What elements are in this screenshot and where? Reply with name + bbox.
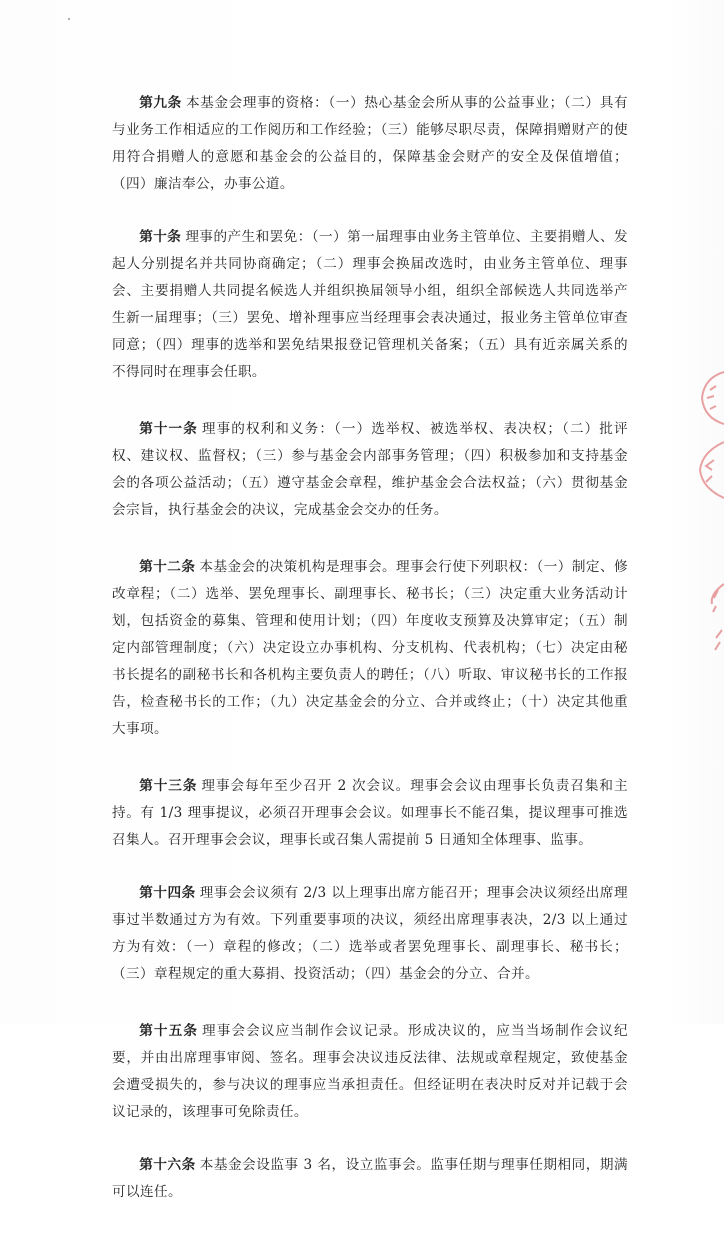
article-10 [112,224,628,386]
article-number: 第十五条 [139,1023,199,1039]
article-13 [112,773,628,854]
article-number: 第十二条 [139,559,196,575]
article-text: 理事的权利和义务：（一）选举权、被选举权、表决权；（二）批评权、建议权、监督权；（三）参与基金会内部事务管理；（四）积极参加和支持基金会的各项公益活动；（五）遵守基金会章程，维护基金会合法权益；（六）贯彻基金会宗旨，执行基金会的决议，完成基金会交办的任务。 [112,421,628,518]
article-number: 第十条 [139,229,182,245]
article-text: 本基金会的决策机构是理事会。理事会行使下列职权：（一）制定、修改章程；（二）选举、罢免理事长、副理事长、秘书长；（三）决定重大业务活动计划，包括资金的募集、管理和使用计划；（四）年度收支预算及决算审定；（五）制定内部管理制度；（六）决定设立办事机构、分支机构、代表机构；（七）决定由秘书长提名的副秘书长和各机构主要负责人的聘任；（八）听取、审议秘书长的工作报告，检查秘书长的工作；（九）决定基金会的分立、合并或终止；（十）决定其他重大事项。 [112,559,628,737]
seal-stamp-fragment [694,628,724,658]
article-number: 第十一条 [139,421,198,437]
article-text: 理事会每年至少召开 2 次会议。理事会会议由理事长负责召集和主持。有 1/3 理事提议，必须召开理事会会议。如理事长不能召集，提议理事可推选召集人。召开理事会会议，理事长或召集人需提前 5 日通知全体理事、监事。 [112,778,628,848]
article-number: 第十三条 [139,778,198,794]
article-9 [112,90,628,198]
article-14 [112,880,628,988]
document-body [112,90,628,1236]
article-text: 本基金会设监事 3 名，设立监事会。监事任期与理事任期相同，期满可以连任。 [112,1157,628,1200]
article-12 [112,554,628,743]
article-number: 第九条 [139,95,182,111]
seal-stamp-fragment [694,368,724,428]
article-text: 本基金会理事的资格：（一）热心基金会所从事的公益事业；（二）具有与业务工作相适应的工作阅历和工作经验；（三）能够尽职尽责，保障捐赠财产的使用符合捐赠人的意愿和基金会的公益目的，保障基金会财产的安全及保值增值；（四）廉洁奉公，办事公道。 [112,95,628,192]
seal-stamp-fragment [694,440,724,500]
article-text: 理事会会议应当制作会议记录。形成决议的，应当当场制作会议纪要，并由出席理事审阅、签名。理事会决议违反法律、法规或章程规定，致使基金会遭受损失的，参与决议的理事应当承担责任。但经证明在表决时反对并记载于会议记录的，该理事可免除责任。 [112,1023,628,1120]
article-number: 第十六条 [139,1157,196,1173]
article-text: 理事的产生和罢免：（一）第一届理事由业务主管单位、主要捐赠人、发起人分别提名并共同协商确定；（二）理事会换届改选时，由业务主管单位、理事会、主要捐赠人共同提名候选人并组织换届领导小组，组织全部候选人共同选举产生新一届理事；（三）罢免、增补理事应当经理事会表决通过，报业务主管单位审查同意；（四）理事的选举和罢免结果报登记管理机关备案；（五）具有近亲属关系的不得同时在理事会任职。 [112,229,629,380]
seal-stamp-fragment [694,580,724,620]
scan-speck [68,18,70,20]
article-number: 第十四条 [139,885,196,901]
article-16 [112,1152,628,1206]
article-15 [112,1018,628,1126]
article-text: 理事会会议须有 2/3 以上理事出席方能召开；理事会决议须经出席理事过半数通过方为有效。下列重要事项的决议，须经出席理事表决，2/3 以上通过方为有效：（一）章程的修改；（二）选举或者罢免理事长、副理事长、秘书长；（三）章程规定的重大募捐、投资活动；（四）基金会的分立、合并。 [112,885,629,982]
article-11 [112,416,628,524]
